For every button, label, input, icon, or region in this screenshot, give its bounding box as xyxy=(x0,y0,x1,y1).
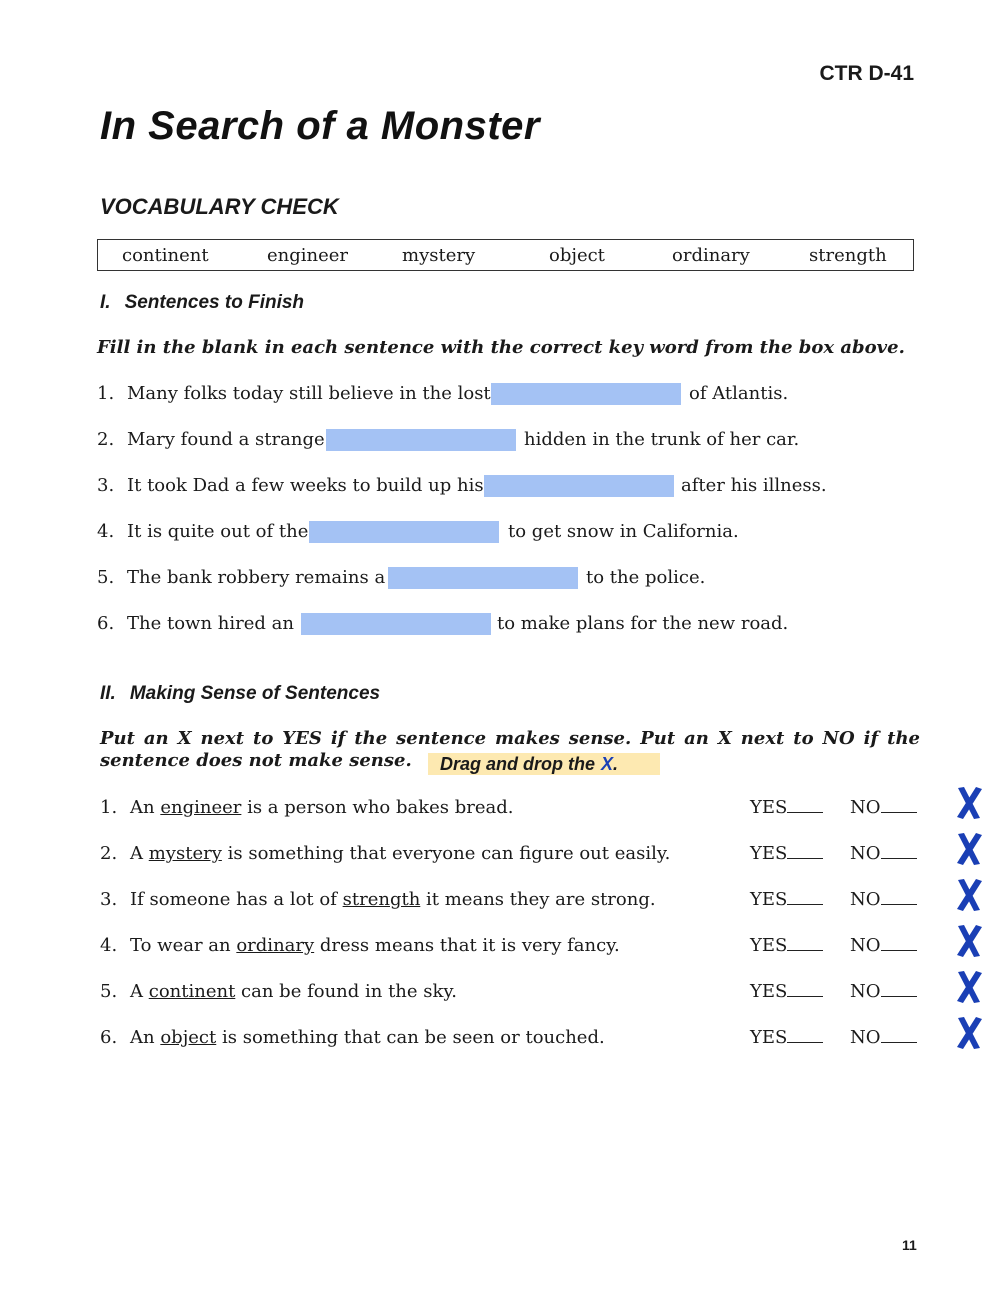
sentence-end: of Atlantis. xyxy=(689,383,789,404)
sense-item-4 xyxy=(100,935,930,959)
fill-item-2 xyxy=(97,429,897,453)
word-object: object xyxy=(549,245,605,266)
sentence-start: It took Dad a few weeks to build up his xyxy=(127,475,484,496)
yes-label: YES xyxy=(750,1027,788,1048)
word-bank xyxy=(97,239,914,271)
sense-item-6 xyxy=(100,1027,930,1051)
yes-label: YES xyxy=(750,935,788,956)
sense-item-5 xyxy=(100,981,930,1005)
page-number: 11 xyxy=(902,1237,917,1253)
sentence-end: to the police. xyxy=(586,567,706,588)
no-label: NO xyxy=(850,935,881,956)
word-engineer: engineer xyxy=(267,245,349,266)
item-number: 6. xyxy=(97,613,115,634)
no-label: NO xyxy=(850,797,881,818)
fill-item-3 xyxy=(97,475,897,499)
sentence-pre: A xyxy=(130,843,143,864)
answer-blank-2[interactable] xyxy=(326,429,516,451)
item-number: 6. xyxy=(100,1027,118,1048)
word-mystery: mystery xyxy=(402,245,476,266)
answer-blank-3[interactable] xyxy=(484,475,674,497)
answer-blank-4[interactable] xyxy=(309,521,499,543)
key-word: strength xyxy=(342,889,421,910)
no-label: NO xyxy=(850,1027,881,1048)
no-answer-slot[interactable] xyxy=(850,843,917,864)
fill-item-1 xyxy=(97,383,897,407)
answer-blank-1[interactable] xyxy=(491,383,681,405)
item-number: 4. xyxy=(97,521,115,542)
sentence-end: to get snow in California. xyxy=(508,521,739,542)
sense-item-1 xyxy=(100,797,930,821)
key-word: engineer xyxy=(160,797,242,818)
no-label: NO xyxy=(850,843,881,864)
yes-answer-slot[interactable] xyxy=(750,1027,823,1048)
sentence-post: it means they are strong. xyxy=(426,889,656,910)
sentence-pre: To wear an xyxy=(130,935,231,956)
yes-label: YES xyxy=(750,843,788,864)
draggable-x-mark-4[interactable] xyxy=(952,922,986,960)
sentence-pre: An xyxy=(130,1027,155,1048)
sentence-pre: If someone has a lot of xyxy=(130,889,337,910)
fill-item-6 xyxy=(97,613,897,637)
item-number: 1. xyxy=(100,797,118,818)
no-label: NO xyxy=(850,889,881,910)
drag-drop-hint xyxy=(428,753,660,775)
drag-hint-period: . xyxy=(613,754,619,774)
sentence-post: is something that everyone can figure out easily. xyxy=(227,843,671,864)
answer-blank-6[interactable] xyxy=(301,613,491,635)
answer-blank-5[interactable] xyxy=(388,567,578,589)
draggable-x-mark-6[interactable] xyxy=(952,1014,986,1052)
section-1-instructions: Fill in the blank in each sentence with the correct key word from the box above. xyxy=(97,337,905,358)
section-1-title: Sentences to Finish xyxy=(124,292,305,313)
yes-answer-slot[interactable] xyxy=(750,889,823,910)
sentence-end: after his illness. xyxy=(681,475,827,496)
key-word: ordinary xyxy=(236,935,315,956)
instructions-line-1: Put an X next to YES if the sentence makes sense. Put an X next to NO if the xyxy=(100,728,920,749)
yes-answer-slot[interactable] xyxy=(750,935,823,956)
key-word: object xyxy=(160,1027,217,1048)
drag-hint-text: Drag and drop the xyxy=(440,754,596,774)
sense-item-3 xyxy=(100,889,930,913)
sentence-post: dress means that it is very fancy. xyxy=(319,935,620,956)
item-number: 5. xyxy=(100,981,118,1002)
draggable-x-mark-2[interactable] xyxy=(952,830,986,868)
sense-item-2 xyxy=(100,843,930,867)
page-title: In Search of a Monster xyxy=(100,104,540,148)
sentence-end: hidden in the trunk of her car. xyxy=(524,429,800,450)
draggable-x-mark-1[interactable] xyxy=(952,784,986,822)
section-2-heading xyxy=(100,683,380,705)
draggable-x-mark-3[interactable] xyxy=(952,876,986,914)
sentence-start: Mary found a strange xyxy=(127,429,325,450)
word-continent: continent xyxy=(122,245,209,266)
vocabulary-heading: VOCABULARY CHECK xyxy=(100,194,339,219)
document-code: CTR D-41 xyxy=(819,62,914,85)
no-answer-slot[interactable] xyxy=(850,797,917,818)
key-word: mystery xyxy=(148,843,222,864)
yes-label: YES xyxy=(750,981,788,1002)
item-number: 3. xyxy=(97,475,115,496)
word-strength: strength xyxy=(809,245,887,266)
no-answer-slot[interactable] xyxy=(850,981,917,1002)
yes-label: YES xyxy=(750,889,788,910)
fill-item-4 xyxy=(97,521,897,545)
sentence-start: Many folks today still believe in the lost xyxy=(127,383,491,404)
fill-item-5 xyxy=(97,567,897,591)
no-answer-slot[interactable] xyxy=(850,935,917,956)
section-1-heading xyxy=(100,292,304,314)
sentence-start: The bank robbery remains a xyxy=(127,567,386,588)
no-label: NO xyxy=(850,981,881,1002)
sentence-start: It is quite out of the xyxy=(127,521,309,542)
sentence-post: is a person who bakes bread. xyxy=(247,797,514,818)
key-word: continent xyxy=(148,981,236,1002)
yes-answer-slot[interactable] xyxy=(750,797,823,818)
instructions-line-2: sentence does not make sense. xyxy=(100,750,412,771)
sentence-start: The town hired an xyxy=(127,613,294,634)
item-number: 4. xyxy=(100,935,118,956)
sentence-pre: An xyxy=(130,797,155,818)
yes-label: YES xyxy=(750,797,788,818)
section-2-number: II. xyxy=(100,683,116,704)
item-number: 1. xyxy=(97,383,115,404)
sentence-post: can be found in the sky. xyxy=(241,981,457,1002)
word-ordinary: ordinary xyxy=(672,245,750,266)
section-2-title: Making Sense of Sentences xyxy=(129,683,381,704)
sentence-end: to make plans for the new road. xyxy=(497,613,789,634)
item-number: 5. xyxy=(97,567,115,588)
sentence-post: is something that can be seen or touched. xyxy=(221,1027,605,1048)
item-number: 2. xyxy=(100,843,118,864)
sentence-pre: A xyxy=(130,981,143,1002)
no-answer-slot[interactable] xyxy=(850,1027,917,1048)
x-mark-icon: X xyxy=(601,754,614,774)
no-answer-slot[interactable] xyxy=(850,889,917,910)
draggable-x-mark-5[interactable] xyxy=(952,968,986,1006)
yes-answer-slot[interactable] xyxy=(750,843,823,864)
section-1-number: I. xyxy=(100,292,111,313)
item-number: 2. xyxy=(97,429,115,450)
yes-answer-slot[interactable] xyxy=(750,981,823,1002)
item-number: 3. xyxy=(100,889,118,910)
